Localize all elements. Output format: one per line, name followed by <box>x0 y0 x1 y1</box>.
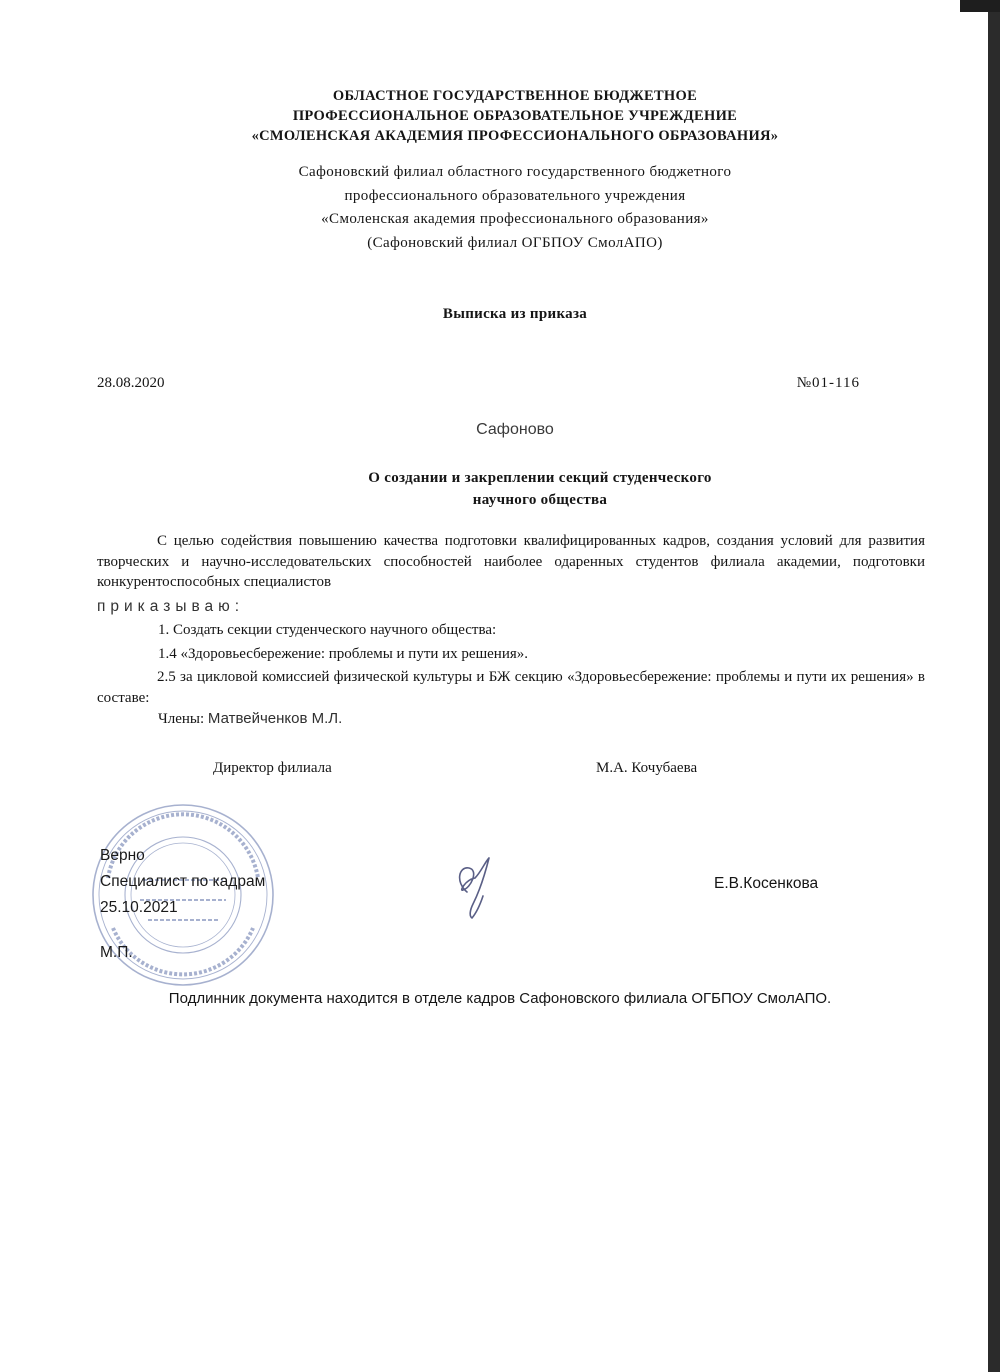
city: Сафоново <box>476 421 554 438</box>
order-item-1: 1. Создать секции студенческого научного общества: <box>158 622 497 638</box>
hr-specialist-name: Е.В.Косенкова <box>714 875 819 892</box>
order-number: №01-116 <box>796 375 860 391</box>
preamble-paragraph: С целью содействия повышению качества подготовки квалифицированных кадров, создания условий для развития творческих и научно-исследовательских способностей наиболее одаренных студентов филиала академии, подготовки конкурентоспособных специалистов <box>97 533 925 590</box>
subject-line-1: О создании и закреплении секций студенческого <box>368 470 712 486</box>
branch-header <box>150 161 880 255</box>
members-value: Матвейченков М.Л. <box>207 710 343 727</box>
members-line <box>158 710 928 728</box>
order-date: 28.08.2020 <box>97 375 165 391</box>
branch-line-1: Сафоновский филиал областного государственного бюджетного <box>298 164 732 180</box>
order-word: приказываю: <box>97 598 245 615</box>
handwritten-signature-icon <box>445 852 505 922</box>
members-label: Члены: <box>158 711 205 727</box>
director-role: Директор филиала <box>213 760 332 776</box>
certification-date: 25.10.2021 <box>100 899 178 916</box>
order-item-2-5: 2.5 за цикловой комиссией физической культуры и БЖ секцию «Здоровьесбережение: проблемы и пути их решения» в составе: <box>97 669 925 706</box>
org-line-1: ОБЛАСТНОЕ ГОСУДАРСТВЕННОЕ БЮДЖЕТНОЕ <box>332 88 698 104</box>
org-line-2: ПРОФЕССИОНАЛЬНОЕ ОБРАЗОВАТЕЛЬНОЕ УЧРЕЖДЕНИЕ <box>292 108 738 124</box>
branch-line-4: (Сафоновский филиал ОГБПОУ СмолАПО) <box>367 234 663 251</box>
branch-line-2: профессионального образовательного учреждения <box>344 187 686 204</box>
original-location-note: Подлинник документа находится в отделе кадров Сафоновского филиала ОГБПОУ СмолАПО. <box>168 990 832 1007</box>
organization-header <box>120 86 910 146</box>
document-title: Выписка из приказа <box>442 306 588 322</box>
branch-line-3: «Смоленская академия профессионального образования» <box>321 211 709 227</box>
director-name: М.А. Кочубаева <box>596 760 698 776</box>
order-subject <box>260 467 820 511</box>
subject-line-2: научного общества <box>472 492 608 508</box>
hr-position: Специалист по кадрам <box>100 873 266 890</box>
scan-edge <box>988 0 1000 1372</box>
seal-mark: М.П. <box>100 944 133 961</box>
order-item-1-4: 1.4 «Здоровьесбережение: проблемы и пути их решения». <box>158 646 529 662</box>
org-line-3: «СМОЛЕНСКАЯ АКАДЕМИЯ ПРОФЕССИОНАЛЬНОГО ОБРАЗОВАНИЯ» <box>251 128 779 144</box>
scan-edge-top <box>960 0 1000 12</box>
verified-label: Верно <box>100 847 145 864</box>
